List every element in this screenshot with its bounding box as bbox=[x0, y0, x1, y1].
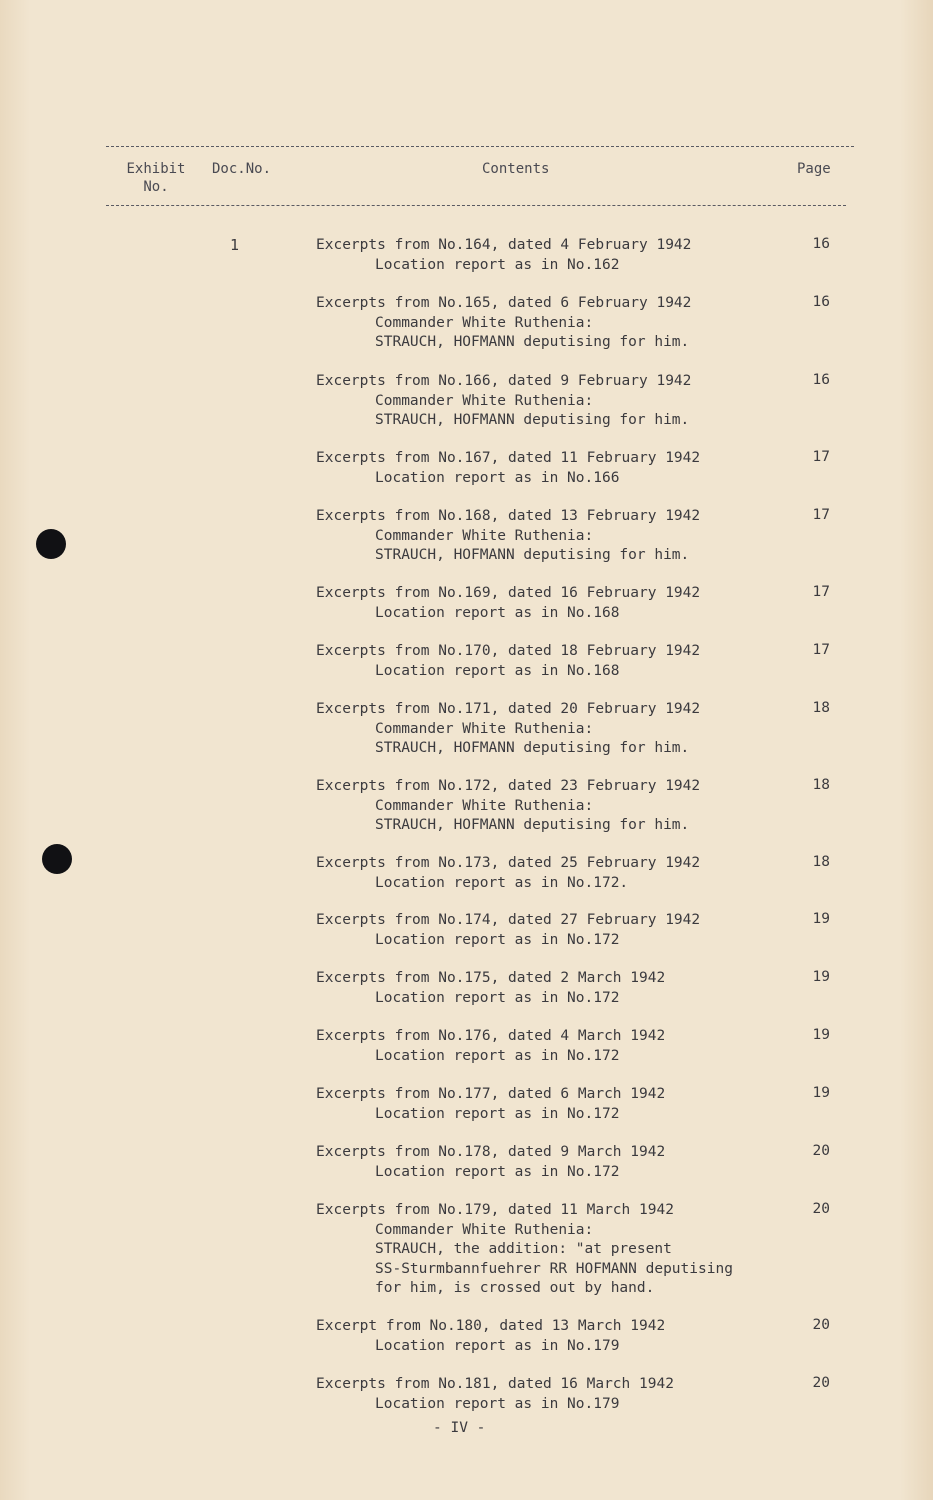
entry-page-number: 16 bbox=[812, 372, 830, 388]
entry-title: Excerpts from No.176, dated 4 March 1942 bbox=[316, 1028, 666, 1044]
entry-detail-line: Location report as in No.179 bbox=[375, 1395, 620, 1412]
header-contents: Contents bbox=[482, 161, 550, 177]
entry-title: Excerpts from No.167, dated 11 February 1942 bbox=[316, 450, 701, 466]
punch-hole-bottom bbox=[42, 844, 72, 874]
entry-page-number: 19 bbox=[812, 911, 830, 927]
contents-entry bbox=[316, 911, 786, 950]
entry-title: Excerpts from No.169, dated 16 February 1942 bbox=[316, 585, 701, 601]
header-exhibit-no-label: No. bbox=[143, 179, 169, 195]
entry-page-number: 20 bbox=[812, 1143, 830, 1159]
entry-detail-line: Commander White Ruthenia: bbox=[375, 1221, 594, 1238]
entry-detail-line: STRAUCH, HOFMANN deputising for him. bbox=[375, 740, 690, 756]
entry-title: Excerpts from No.178, dated 9 March 1942 bbox=[316, 1144, 666, 1160]
entry-detail-line: Commander White Ruthenia: bbox=[375, 527, 594, 544]
contents-entry bbox=[316, 449, 786, 488]
entry-detail-line: for him, is crossed out by hand. bbox=[375, 1280, 655, 1296]
entry-page-number: 19 bbox=[812, 1085, 830, 1101]
contents-entry bbox=[316, 700, 786, 759]
entry-detail-line: Location report as in No.172 bbox=[375, 1105, 620, 1122]
header-page: Page bbox=[797, 161, 831, 177]
page-footer: - IV - bbox=[433, 1420, 486, 1436]
entry-title: Excerpt from No.180, dated 13 March 1942 bbox=[316, 1318, 666, 1334]
contents-entry bbox=[316, 372, 786, 431]
entry-detail-line: Location report as in No.162 bbox=[375, 256, 620, 273]
entry-title: Excerpts from No.173, dated 25 February 1942 bbox=[316, 855, 701, 871]
entry-title: Excerpts from No.174, dated 27 February 1942 bbox=[316, 912, 701, 928]
entry-title: Excerpts from No.165, dated 6 February 1942 bbox=[316, 295, 692, 311]
entry-detail-line: Commander White Ruthenia: bbox=[375, 797, 594, 814]
entry-page-number: 17 bbox=[812, 642, 830, 658]
contents-entry bbox=[316, 1027, 786, 1066]
header-exhibit bbox=[116, 160, 196, 196]
contents-entry bbox=[316, 507, 786, 566]
entry-page-number: 16 bbox=[812, 294, 830, 310]
entry-detail-line: STRAUCH, the addition: "at present bbox=[375, 1241, 672, 1257]
entry-detail-line: Commander White Ruthenia: bbox=[375, 720, 594, 737]
entry-detail-line: Location report as in No.172 bbox=[375, 989, 620, 1006]
entry-title: Excerpts from No.181, dated 16 March 1942 bbox=[316, 1376, 674, 1392]
entry-detail-line: STRAUCH, HOFMANN deputising for him. bbox=[375, 547, 690, 563]
contents-entry bbox=[316, 236, 786, 275]
entry-page-number: 17 bbox=[812, 507, 830, 523]
entry-detail-line: Commander White Ruthenia: bbox=[375, 314, 594, 331]
entry-detail-line: Location report as in No.172 bbox=[375, 1047, 620, 1064]
entry-detail-line: Location report as in No.168 bbox=[375, 662, 620, 679]
entry-detail-line: Location report as in No.179 bbox=[375, 1337, 620, 1354]
entry-title: Excerpts from No.164, dated 4 February 1942 bbox=[316, 237, 692, 253]
entry-title: Excerpts from No.177, dated 6 March 1942 bbox=[316, 1086, 666, 1102]
entry-title: Excerpts from No.168, dated 13 February 1942 bbox=[316, 508, 701, 524]
contents-entry bbox=[316, 294, 786, 353]
entry-title: Excerpts from No.179, dated 11 March 1942 bbox=[316, 1202, 674, 1218]
contents-entry bbox=[316, 1085, 786, 1124]
entry-detail-line: SS-Sturmbannfuehrer RR HOFMANN deputising bbox=[375, 1260, 733, 1277]
entry-page-number: 17 bbox=[812, 449, 830, 465]
entry-page-number: 17 bbox=[812, 584, 830, 600]
contents-entry bbox=[316, 642, 786, 681]
entry-page-number: 20 bbox=[812, 1375, 830, 1391]
header-exhibit-label: Exhibit bbox=[126, 161, 186, 177]
contents-entry bbox=[316, 854, 786, 893]
entry-detail-line: Location report as in No.172 bbox=[375, 931, 620, 948]
contents-entry bbox=[316, 1143, 786, 1182]
entry-title: Excerpts from No.166, dated 9 February 1942 bbox=[316, 373, 692, 389]
entry-detail-line: Location report as in No.168 bbox=[375, 604, 620, 621]
header-doc-no: Doc.No. bbox=[212, 161, 272, 177]
entry-detail-line: Commander White Ruthenia: bbox=[375, 392, 594, 409]
entry-title: Excerpts from No.170, dated 18 February 1942 bbox=[316, 643, 701, 659]
entry-title: Excerpts from No.175, dated 2 March 1942 bbox=[316, 970, 666, 986]
entry-page-number: 19 bbox=[812, 969, 830, 985]
contents-entry bbox=[316, 1375, 786, 1414]
entry-detail-line: Location report as in No.166 bbox=[375, 469, 620, 486]
entry-page-number: 18 bbox=[812, 777, 830, 793]
entry-page-number: 20 bbox=[812, 1201, 830, 1217]
entry-detail-line: Location report as in No.172 bbox=[375, 1163, 620, 1180]
entry-page-number: 18 bbox=[812, 700, 830, 716]
entry-detail-line: STRAUCH, HOFMANN deputising for him. bbox=[375, 817, 690, 833]
entry-page-number: 18 bbox=[812, 854, 830, 870]
contents-entry bbox=[316, 969, 786, 1008]
contents-entry bbox=[316, 1317, 786, 1356]
top-dashed-rule bbox=[106, 146, 854, 147]
entry-page-number: 20 bbox=[812, 1317, 830, 1333]
entry-title: Excerpts from No.172, dated 23 February 1942 bbox=[316, 778, 701, 794]
entry-detail-line: STRAUCH, HOFMANN deputising for him. bbox=[375, 412, 690, 428]
bottom-dashed-rule bbox=[106, 205, 846, 206]
exhibit-number: 1 bbox=[230, 236, 240, 254]
entry-page-number: 16 bbox=[812, 236, 830, 252]
contents-entry bbox=[316, 584, 786, 623]
contents-entry bbox=[316, 777, 786, 836]
entry-detail-line: Location report as in No.172. bbox=[375, 874, 629, 891]
entry-detail-line: STRAUCH, HOFMANN deputising for him. bbox=[375, 334, 690, 350]
contents-entry bbox=[316, 1201, 786, 1299]
entry-page-number: 19 bbox=[812, 1027, 830, 1043]
punch-hole-top bbox=[36, 529, 66, 559]
entry-title: Excerpts from No.171, dated 20 February 1942 bbox=[316, 701, 701, 717]
